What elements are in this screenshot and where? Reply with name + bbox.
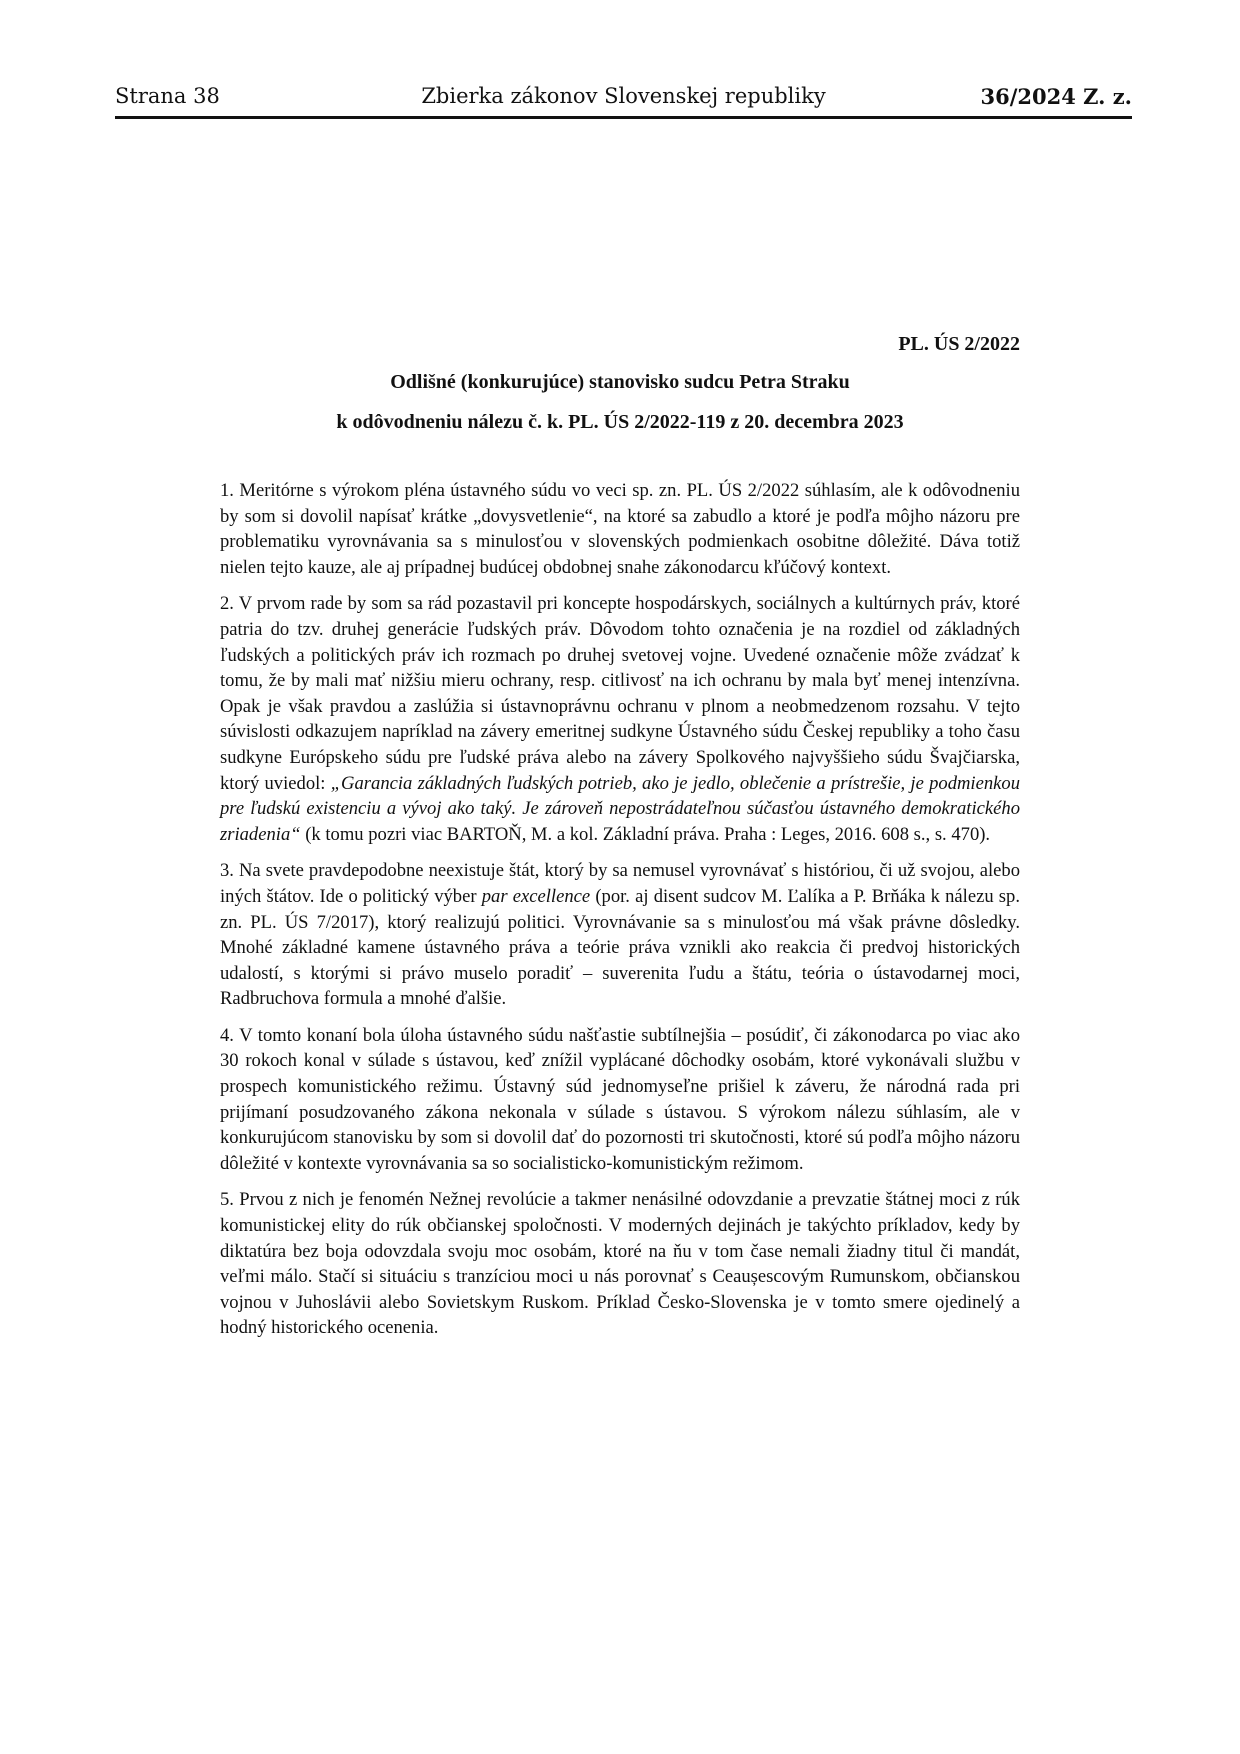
paragraph-3-emphasis: par excellence (481, 885, 591, 907)
document-subtitle: k odôvodneniu nálezu č. k. PL. ÚS 2/2022-119 z 20. decembra 2023 (336, 411, 904, 433)
paragraph-3-text-cont: (por. aj disent sudcov M. Ľalíka a P. Brňáka k nálezu sp. zn. PL. ÚS 7/2017), ktorý realizujú politici. Vyrovnávanie sa s minulosťou má však právne dôsledky. Mnohé základné kamene ústavného práva a teórie práva vznikli ako reakcia či predvoj historických udalostí, s ktorými si právo muselo poradiť – suverenita ľudu a štátu, teória o ústavodarnej moci, Radbruchova formula a mnohé ďalšie. (220, 885, 1020, 1010)
document-body (220, 478, 1020, 1352)
publication-title: Zbierka zákonov Slovenskej republiky (421, 84, 826, 108)
paragraph-2 (220, 591, 1020, 847)
paragraph-4: 4. V tomto konaní bola úloha ústavného súdu našťastie subtílnejšia – posúdiť, či zákonodarca po viac ako 30 rokoch konal v súlade s ústavou, keď znížil vyplácané dôchodky osobám, ktoré vykonávali službu v prospech komunistického režimu. Ústavný súd jednomyseľne prišiel k záveru, že národná rada pri prijímaní posudzovaného zákona nekonala v súlade s ústavou. S výrokom nálezu súhlasím, ale v konkurujúcom stanovisku by som si dovolil dať do pozornosti tri skutočnosti, ktoré sú podľa môjho názoru dôležité v kontexte vyrovnávania sa so socialisticko-komunistickým režimom. (220, 1024, 1020, 1174)
paragraph-1: 1. Meritórne s výrokom pléna ústavného súdu vo veci sp. zn. PL. ÚS 2/2022 súhlasím, ale k odôvodneniu by som si dovolil napísať krátke „dovysvetlenie“, na ktoré sa zabudlo a ktoré je podľa môjho názoru pre problematiku vyrovnávania sa s minulosťou v slovenských podmienkach osobitne dôležité. Dáva totiž nielen tejto kauze, ale aj prípadnej budúcej obdobnej snahe zákonodarcu kľúčový kontext. (220, 480, 1020, 578)
paragraph-2-text: 2. V prvom rade by som sa rád pozastavil pri koncepte hospodárskych, sociálnych a kultúrnych práv, ktoré patria do tzv. druhej generácie ľudských práv. Dôvodom tohto označenia je na rozdiel od základných ľudských a politických práv ich rozmach po druhej svetovej vojne. Uvedené označenie môže zvádzať k tomu, že by mali mať nižšiu mieru ochrany, resp. citlivosť na ich ochranu by mala byť menej intenzívna. Opak je však pravdou a zaslúžia si ústavnoprávnu ochranu v plnom a neobmedzenom rozsahu. V tejto súvislosti odkazujem napríklad na závery emeritnej sudkyne Ústavného súdu Českej republiky a toho času sudkyne Európskeho súdu pre ľudské práva alebo na závery Spolkového najvyššieho súdu Švajčiarska, ktorý uviedol: (220, 593, 1020, 794)
paragraph-3-text: 3. Na svete pravdepodobne neexistuje štát, ktorý by sa nemusel vyrovnávať s históriou, či už svojou, alebo iných štátov. Ide o politický výber (220, 860, 1020, 907)
page-header (115, 84, 1132, 114)
case-reference: PL. ÚS 2/2022 (898, 333, 1020, 355)
paragraph-3 (220, 858, 1020, 1012)
page-number: Strana 38 (115, 84, 220, 108)
issue-number: 36/2024 Z. z. (980, 84, 1132, 109)
document-title: Odlišné (konkurujúce) stanovisko sudcu Petra Straku (390, 371, 850, 393)
paragraph-5: 5. Prvou z nich je fenomén Nežnej revolúcie a takmer nenásilné odovzdanie a prevzatie štátnej moci z rúk komunistickej elity do rúk občianskej spoločnosti. V moderných dejinách je takýchto príkladov, kedy by diktatúra bez boja odovzdala svoju moc osobám, ktoré na ňu v tom čase nemali žiadny titul či mandát, veľmi málo. Stačí si situáciu s tranzíciou moci u nás porovnať s Ceaușescovým Rumunskom, občianskou vojnou v Juhoslávii alebo Sovietskym Ruskom. Príklad Česko-Slovenska je v tomto smere ojedinelý a hodný historického ocenenia. (220, 1189, 1020, 1339)
paragraph-2-citation: (k tomu pozri viac BARTOŇ, M. a kol. Základní práva. Praha : Leges, 2016. 608 s., s. 470). (300, 823, 991, 845)
header-rule (115, 116, 1132, 119)
paragraph-2-quote: „Garancia základných ľudských potrieb, ako je jedlo, oblečenie a prístrešie, je podmienkou pre ľudskú existenciu a vývoj ako taký. Je zároveň nepostrádateľnou súčasťou ústavného demokratického zriadenia“ (220, 772, 1020, 845)
